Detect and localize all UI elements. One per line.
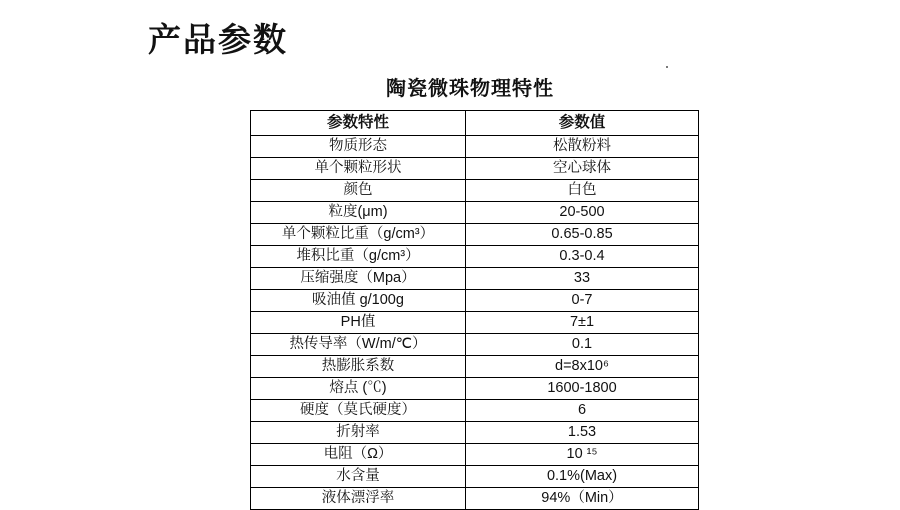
row-value: 0.65-0.85 <box>466 224 699 246</box>
row-value: 白色 <box>466 180 699 202</box>
row-label: PH值 <box>251 312 466 334</box>
table-row <box>251 378 699 400</box>
row-label: 单个颗粒形状 <box>251 158 466 180</box>
row-label: 颜色 <box>251 180 466 202</box>
row-value: 1.53 <box>466 422 699 444</box>
row-label: 热膨胀系数 <box>251 356 466 378</box>
table-row <box>251 400 699 422</box>
row-value: 0.3-0.4 <box>466 246 699 268</box>
table-row <box>251 466 699 488</box>
table-row <box>251 202 699 224</box>
table-row <box>251 158 699 180</box>
row-label: 吸油值 g/100g <box>251 290 466 312</box>
spec-table-container <box>250 110 690 510</box>
table-row <box>251 136 699 158</box>
row-value: d=8x10⁶ <box>466 356 699 378</box>
table-row <box>251 422 699 444</box>
row-label: 堆积比重（g/cm³） <box>251 246 466 268</box>
row-value: 10 ¹⁵ <box>466 444 699 466</box>
row-label: 液体漂浮率 <box>251 488 466 510</box>
row-value: 20-500 <box>466 202 699 224</box>
page-title: 产品参数 <box>148 23 288 59</box>
table-row <box>251 312 699 334</box>
header-parameter-name: 参数特性 <box>251 111 466 136</box>
table-header-row <box>251 111 699 136</box>
row-label: 电阻（Ω） <box>251 444 466 466</box>
row-value: 0-7 <box>466 290 699 312</box>
row-label: 硬度（莫氏硬度） <box>251 400 466 422</box>
row-label: 粒度(μm) <box>251 202 466 224</box>
table-caption: 陶瓷微珠物理特性 <box>386 78 554 100</box>
row-value: 94%（Min） <box>466 488 699 510</box>
row-label: 热传导率（W/m/℃） <box>251 334 466 356</box>
header-parameter-value: 参数值 <box>466 111 699 136</box>
row-value: 空心球体 <box>466 158 699 180</box>
specifications-table <box>250 110 699 510</box>
table-row <box>251 268 699 290</box>
row-value: 7±1 <box>466 312 699 334</box>
row-label: 单个颗粒比重（g/cm³） <box>251 224 466 246</box>
table-row <box>251 356 699 378</box>
row-value: 0.1 <box>466 334 699 356</box>
row-value: 松散粉料 <box>466 136 699 158</box>
row-value: 6 <box>466 400 699 422</box>
table-row <box>251 488 699 510</box>
table-row <box>251 444 699 466</box>
row-value: 0.1%(Max) <box>466 466 699 488</box>
row-label: 折射率 <box>251 422 466 444</box>
table-row <box>251 290 699 312</box>
row-label: 压缩强度（Mpa） <box>251 268 466 290</box>
row-value: 1600-1800 <box>466 378 699 400</box>
table-row <box>251 180 699 202</box>
decorative-dot <box>666 66 668 68</box>
row-label: 水含量 <box>251 466 466 488</box>
row-value: 33 <box>466 268 699 290</box>
table-row <box>251 246 699 268</box>
spec-table-body <box>251 111 699 510</box>
table-row <box>251 224 699 246</box>
row-label: 物质形态 <box>251 136 466 158</box>
row-label: 熔点 (℃) <box>251 378 466 400</box>
table-row <box>251 334 699 356</box>
